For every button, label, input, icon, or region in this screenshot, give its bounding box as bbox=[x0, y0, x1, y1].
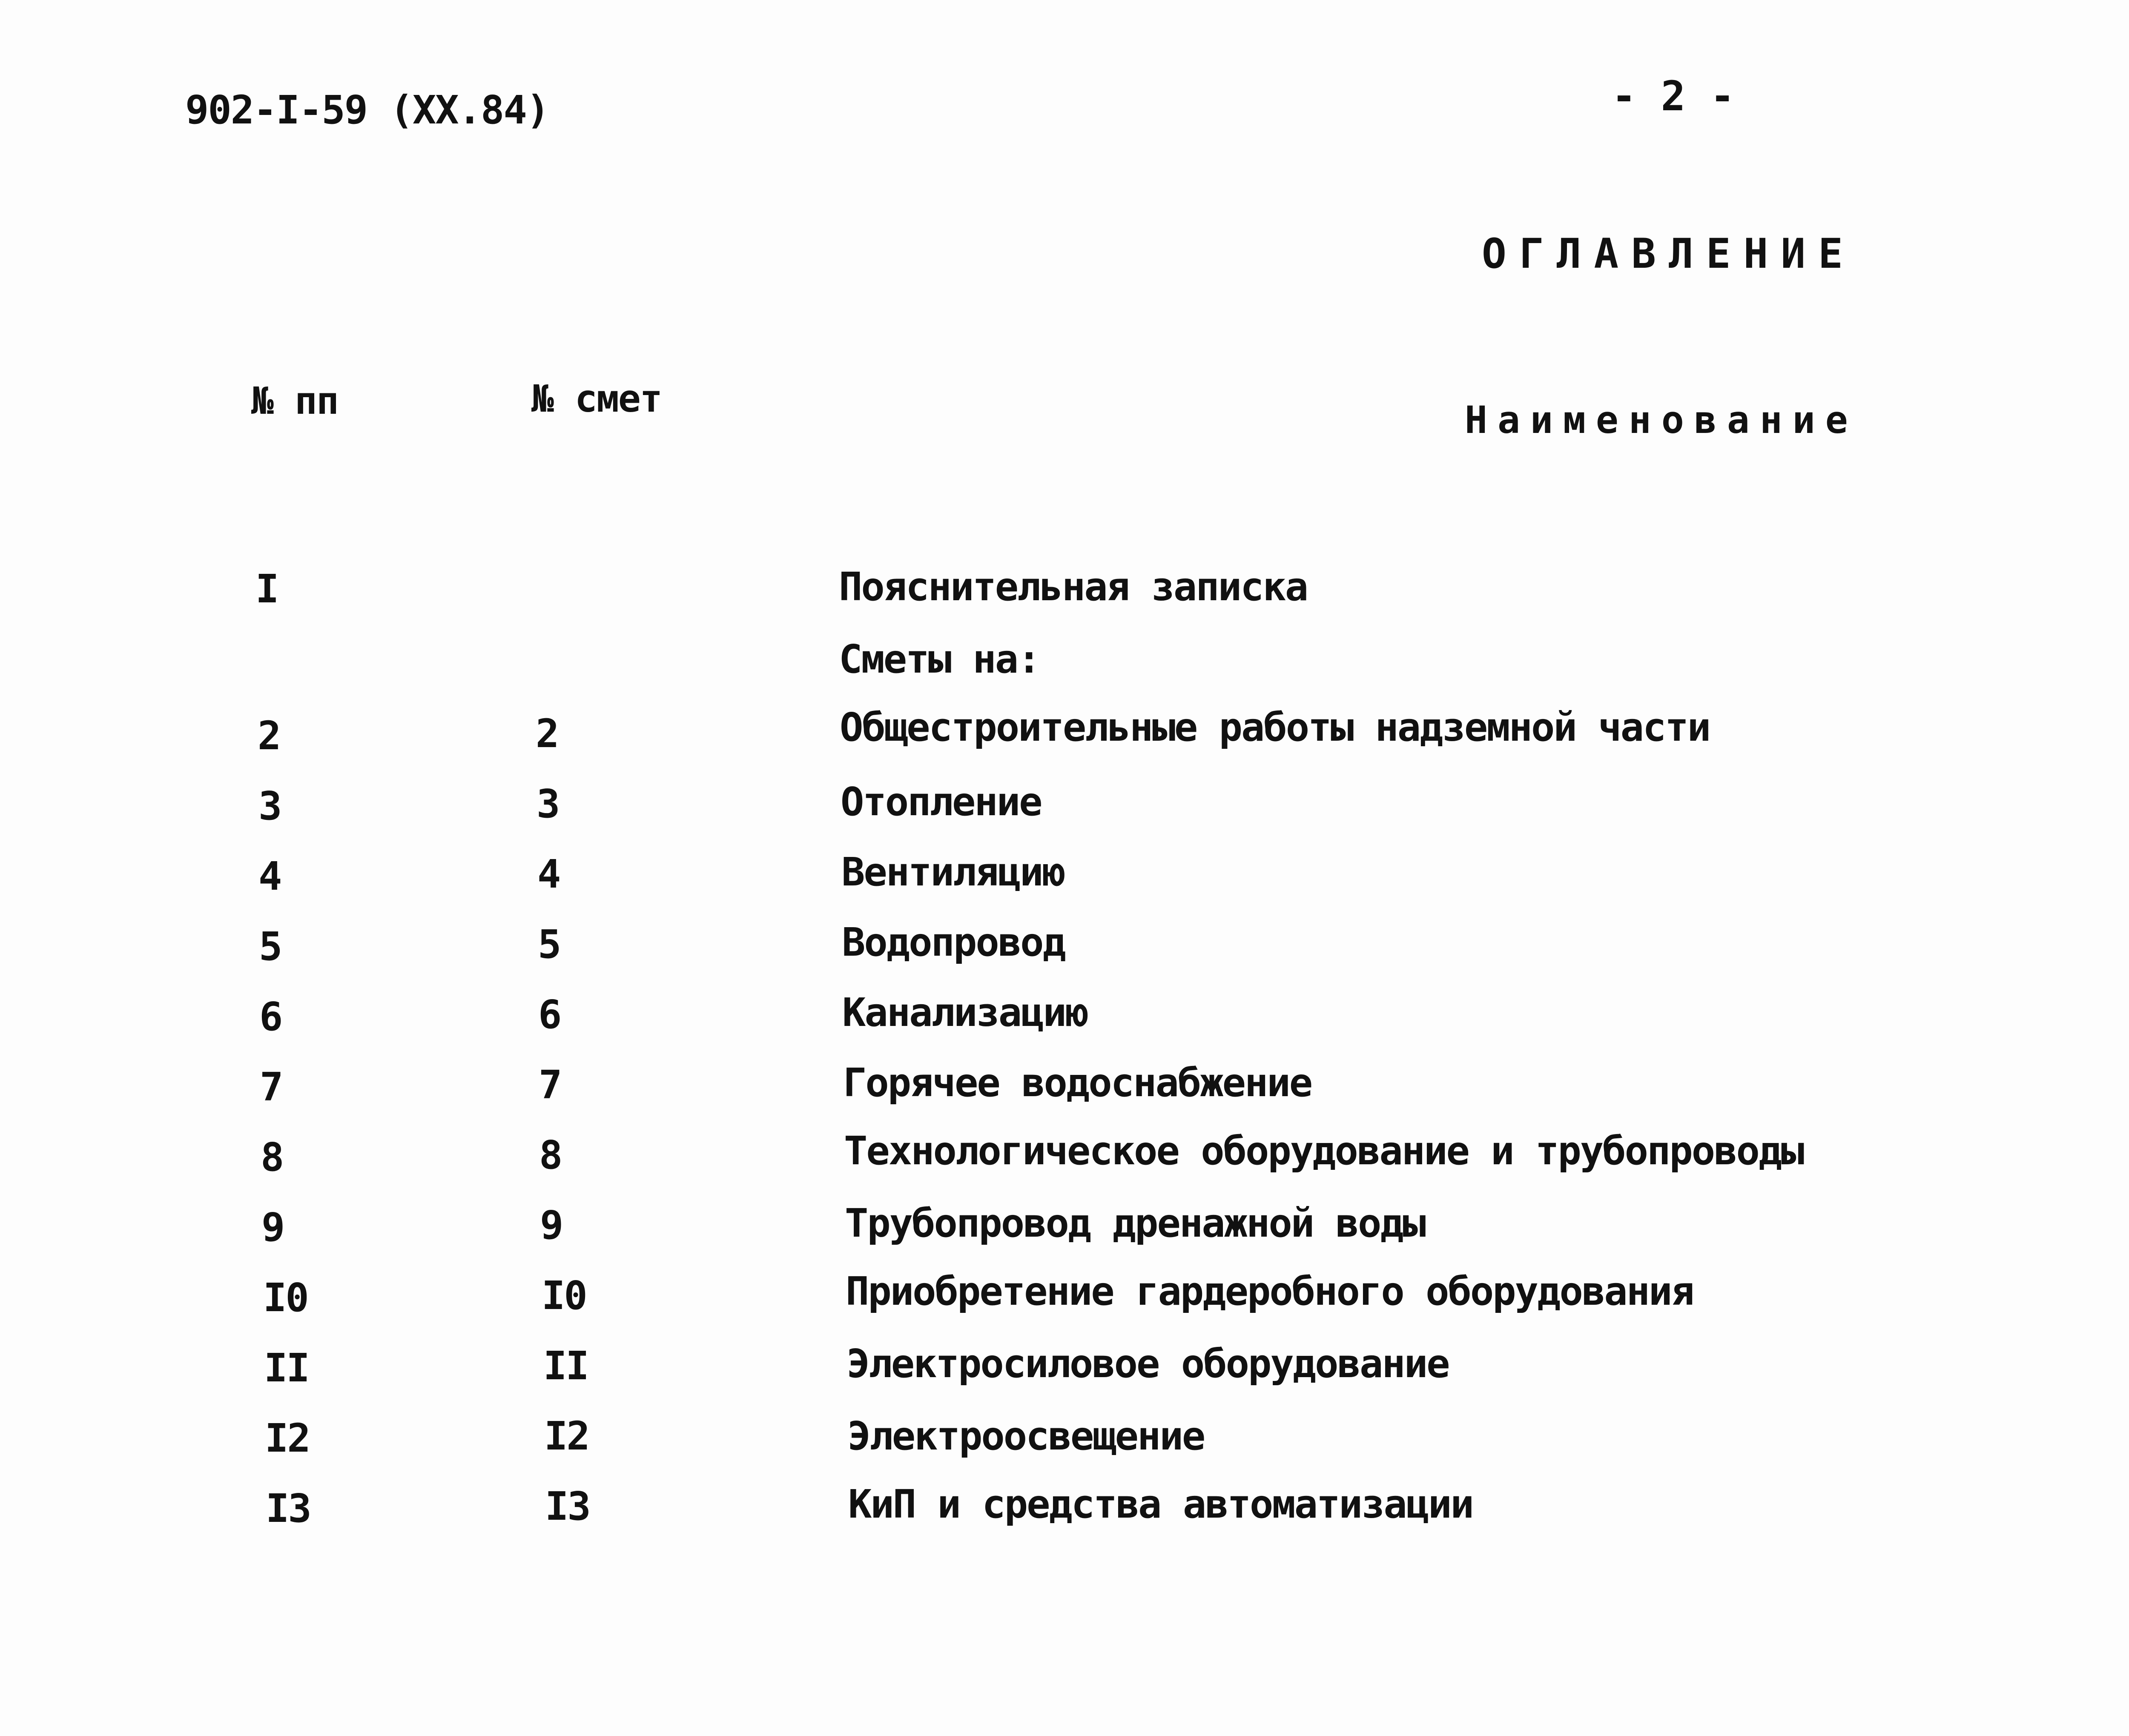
entry-estimate: 3 bbox=[537, 781, 559, 827]
entry-estimate: I3 bbox=[545, 1484, 590, 1529]
page-title: ОГЛАВЛЕНИЕ bbox=[1482, 230, 1856, 278]
entry-estimate: 4 bbox=[537, 851, 560, 897]
entry-name: Приобретение гардеробного оборудования bbox=[846, 1269, 1693, 1314]
entry-estimate: 8 bbox=[539, 1132, 562, 1178]
entry-num: 7 bbox=[260, 1064, 282, 1110]
document-code: 902-I-59 (XX.84) bbox=[185, 87, 549, 133]
entry-name: Электросиловое оборудование bbox=[846, 1341, 1449, 1387]
entry-num: I bbox=[255, 566, 278, 612]
entry-num: I0 bbox=[263, 1275, 308, 1321]
entry-num: I3 bbox=[266, 1486, 310, 1531]
entry-num: 3 bbox=[258, 783, 281, 829]
entry-estimate: I0 bbox=[542, 1273, 586, 1318]
entry-name: Водопровод bbox=[842, 920, 1065, 965]
entry-num: 5 bbox=[259, 924, 281, 969]
entry-name: КиП и средства автоматизации bbox=[848, 1481, 1473, 1527]
entry-estimate: 9 bbox=[540, 1203, 562, 1248]
entry-num: II bbox=[264, 1345, 309, 1391]
entry-name: Горячее водоснабжение bbox=[843, 1060, 1312, 1106]
page-number: - 2 - bbox=[1612, 72, 1735, 120]
entry-num: 2 bbox=[258, 713, 280, 759]
entry-estimate: 6 bbox=[538, 992, 561, 1037]
entry-estimate: 7 bbox=[539, 1062, 561, 1108]
entry-estimate: 5 bbox=[538, 922, 560, 967]
entry-estimate: II bbox=[543, 1343, 588, 1389]
column-header-num: № пп bbox=[251, 379, 338, 423]
entry-estimate: I2 bbox=[544, 1413, 589, 1459]
entry-name: Трубопровод дренажной воды bbox=[845, 1200, 1425, 1246]
entry-name: Сметы на: bbox=[839, 636, 1040, 682]
column-header-estimate: № смет bbox=[531, 377, 662, 421]
entry-name: Технологическое оборудование и трубопроводы bbox=[844, 1128, 1803, 1174]
entry-num: I2 bbox=[265, 1415, 310, 1461]
entry-num: 8 bbox=[261, 1134, 283, 1180]
entry-num: 9 bbox=[261, 1205, 284, 1250]
entry-name: Пояснительная записка bbox=[839, 564, 1308, 610]
entry-name: Отопление bbox=[841, 779, 1042, 825]
entry-estimate: 2 bbox=[536, 711, 558, 756]
entry-num: 4 bbox=[258, 854, 281, 899]
entry-num: 6 bbox=[259, 994, 282, 1040]
entry-name: Канализацию bbox=[842, 990, 1088, 1035]
entry-name: Вентиляцию bbox=[841, 849, 1064, 895]
entry-name: Электроосвещение bbox=[847, 1413, 1205, 1459]
entry-name: Общестроительные работы надземной части bbox=[840, 705, 1710, 750]
column-header-name: Наименование bbox=[1465, 398, 1858, 442]
